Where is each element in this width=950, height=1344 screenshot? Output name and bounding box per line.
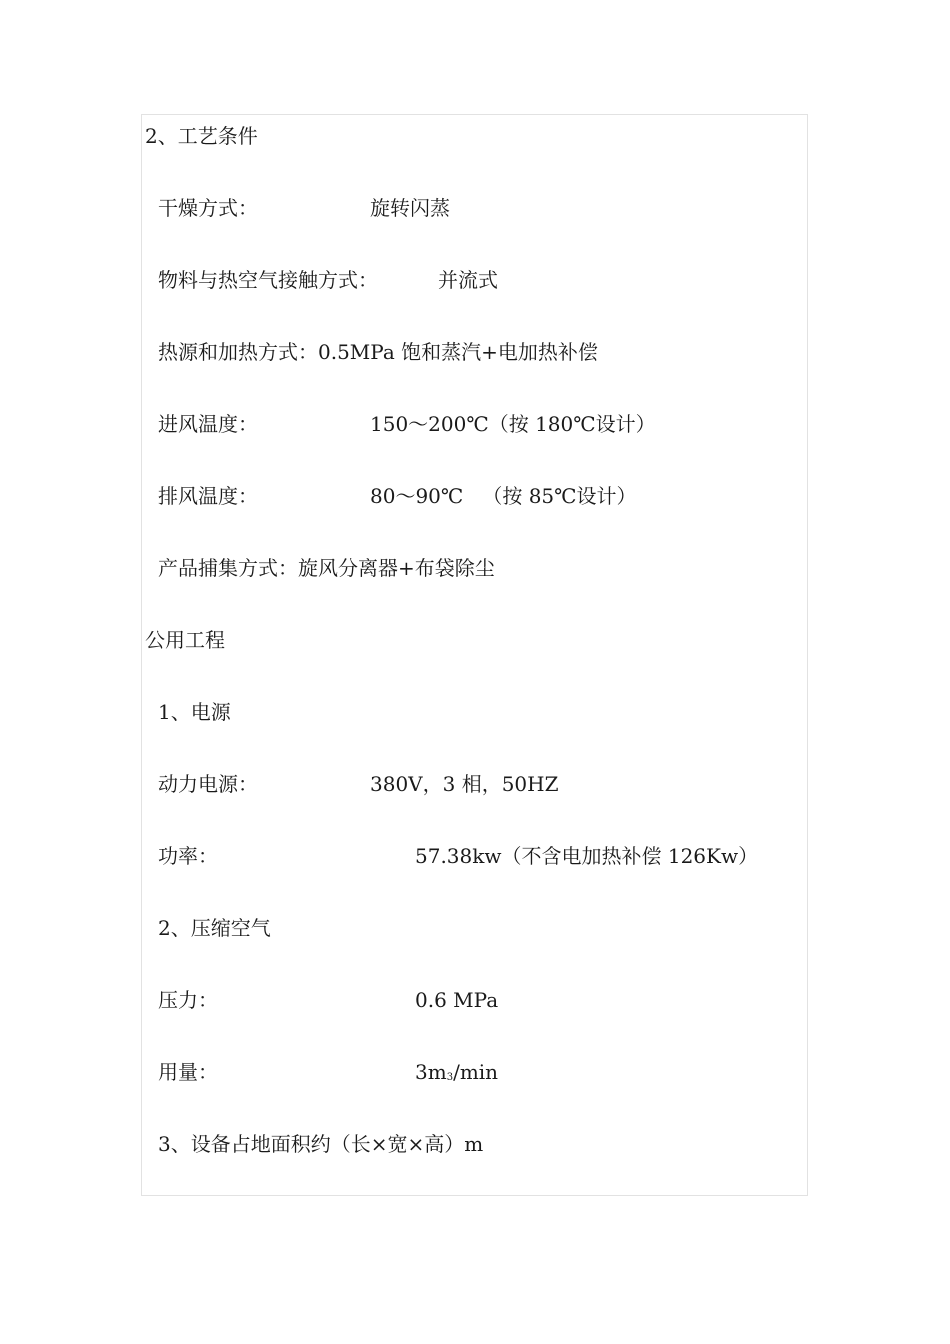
power-rating-label: 功率： bbox=[158, 844, 218, 868]
contact-method-value: 并流式 bbox=[438, 268, 498, 292]
power-heading: 1、电源 bbox=[158, 700, 231, 724]
pressure-label: 压力： bbox=[158, 988, 218, 1012]
inlet-temperature-label: 进风温度： bbox=[158, 412, 258, 436]
heat-source-line: 热源和加热方式：0.5MPa 饱和蒸汽+电加热补偿 bbox=[158, 340, 598, 364]
pressure-value: 0.6 MPa bbox=[415, 988, 499, 1012]
usage-value-prefix: 3m bbox=[415, 1060, 447, 1084]
usage-value-exponent: 3 bbox=[446, 1072, 454, 1083]
outlet-temperature-label: 排风温度： bbox=[158, 484, 258, 508]
contact-method-label: 物料与热空气接触方式： bbox=[158, 268, 378, 292]
power-rating-value: 57.38kw（不含电加热补偿 126Kw） bbox=[415, 844, 759, 868]
power-supply-value: 380V，3 相，50HZ bbox=[370, 772, 559, 796]
usage-value bbox=[415, 1059, 498, 1091]
usage-label: 用量： bbox=[158, 1060, 218, 1084]
power-supply-label: 动力电源： bbox=[158, 772, 258, 796]
usage-value-suffix: /min bbox=[453, 1060, 499, 1084]
utilities-heading: 公用工程 bbox=[145, 628, 225, 652]
product-collection-line: 产品捕集方式：旋风分离器+布袋除尘 bbox=[158, 556, 495, 580]
process-conditions-heading: 2、工艺条件 bbox=[145, 124, 258, 148]
drying-method-label: 干燥方式： bbox=[158, 196, 258, 220]
drying-method-value: 旋转闪蒸 bbox=[370, 196, 450, 220]
outlet-temperature-value: 80～90℃ （按 85℃设计） bbox=[370, 484, 637, 508]
equipment-footprint-line: 3、设备占地面积约（长×宽×高）m bbox=[158, 1132, 484, 1156]
compressed-air-heading: 2、压缩空气 bbox=[158, 916, 271, 940]
inlet-temperature-value: 150～200℃（按 180℃设计） bbox=[370, 412, 656, 436]
